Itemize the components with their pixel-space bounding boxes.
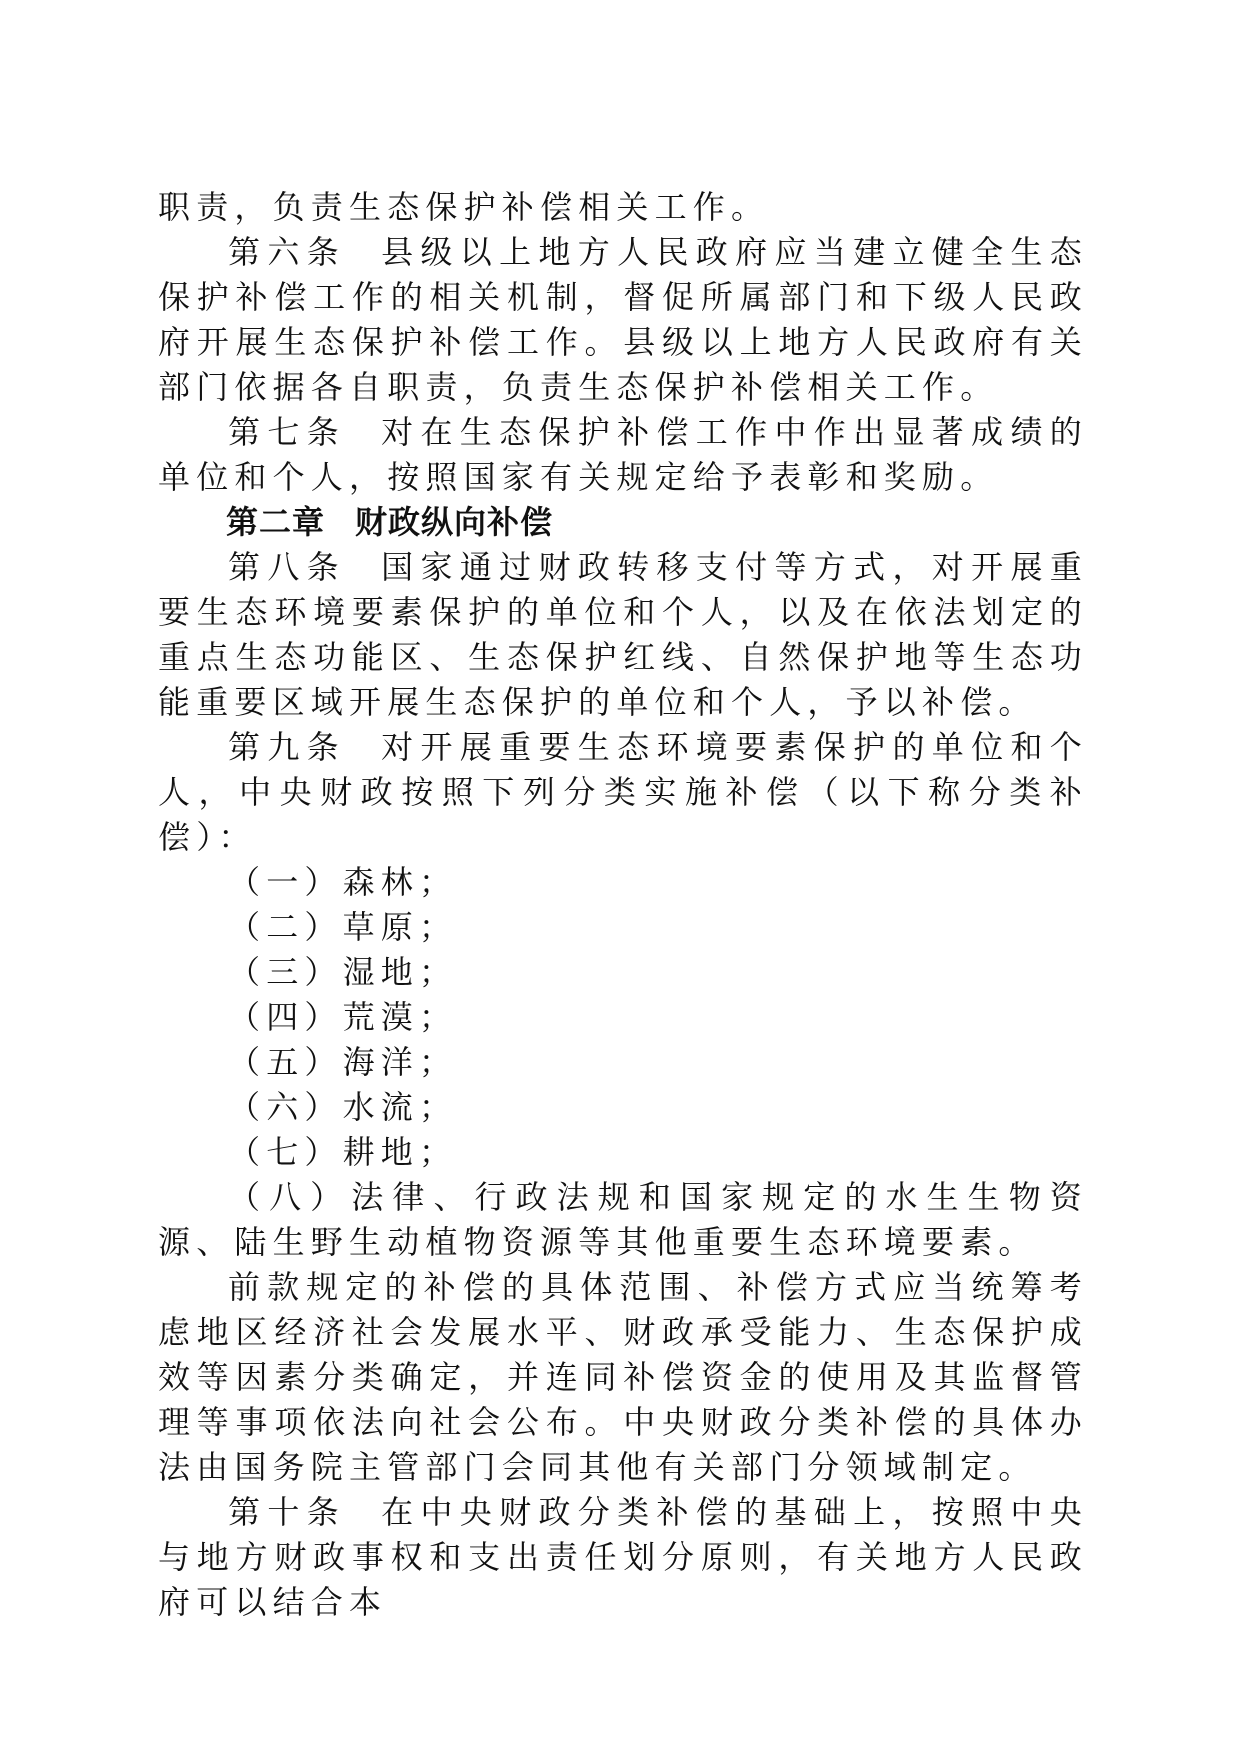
list-item: （四）荒漠； (228, 998, 458, 1036)
article-8 (158, 545, 1088, 725)
article-text: 对开展重要生态环境要素保护的单位和个人，中央财政按照下列分类实施补偿（以下称分类补偿）： (158, 728, 1088, 856)
article-10 (158, 1490, 1088, 1625)
article-9 (158, 725, 1088, 860)
article-label: 第六条 (228, 233, 346, 271)
list-item-8: （八）法律、行政法规和国家规定的水生生物资源、陆生野生动植物资源等其他重要生态环境要素。 (158, 1178, 1088, 1261)
list-item: （五）海洋； (228, 1043, 458, 1081)
list-item: （七）耕地； (228, 1133, 458, 1171)
list-item: （二）草原； (228, 908, 458, 946)
article-label: 第九条 (228, 728, 346, 766)
article-text: 国家通过财政转移支付等方式，对开展重要生态环境要素保护的单位和个人，以及在依法划定的重点生态功能区、生态保护红线、自然保护地等生态功能重要区域开展生态保护的单位和个人，予以补偿。 (158, 548, 1088, 721)
list-item: （三）湿地； (228, 953, 458, 991)
article-text: 县级以上地方人民政府应当建立健全生态保护补偿工作的相关机制，督促所属部门和下级人民政府开展生态保护补偿工作。县级以上地方人民政府有关部门依据各自职责，负责生态保护补偿相关工作。 (158, 233, 1088, 406)
article-9-paragraph-2: 前款规定的补偿的具体范围、补偿方式应当统筹考虑地区经济社会发展水平、财政承受能力、生态保护成效等因素分类确定，并连同补偿资金的使用及其监督管理等事项依法向社会公布。中央财政分类补偿的具体办法由国务院主管部门会同其他有关部门分领域制定。 (158, 1268, 1088, 1486)
paragraph-text: 职责，负责生态保护补偿相关工作。 (158, 188, 770, 226)
article-label: 第八条 (228, 548, 346, 586)
paragraph-continuation (158, 185, 1088, 230)
chapter-label: 第二章 (226, 503, 326, 541)
article-label: 第十条 (228, 1493, 346, 1531)
article-text: 对在生态保护补偿工作中作出显著成绩的单位和个人，按照国家有关规定给予表彰和奖励。 (158, 413, 1088, 496)
chapter-title: 财政纵向补偿 (355, 503, 554, 541)
article-text: 在中央财政分类补偿的基础上，按照中央与地方财政事权和支出责任划分原则，有关地方人民政府可以结合本 (158, 1493, 1088, 1621)
document-page (158, 185, 1088, 1625)
chapter-heading (158, 500, 1088, 545)
list-item: （六）水流； (228, 1088, 458, 1126)
article-6 (158, 230, 1088, 410)
list-item: （一）森林； (228, 863, 458, 901)
article-label: 第七条 (228, 413, 346, 451)
article-7 (158, 410, 1088, 500)
